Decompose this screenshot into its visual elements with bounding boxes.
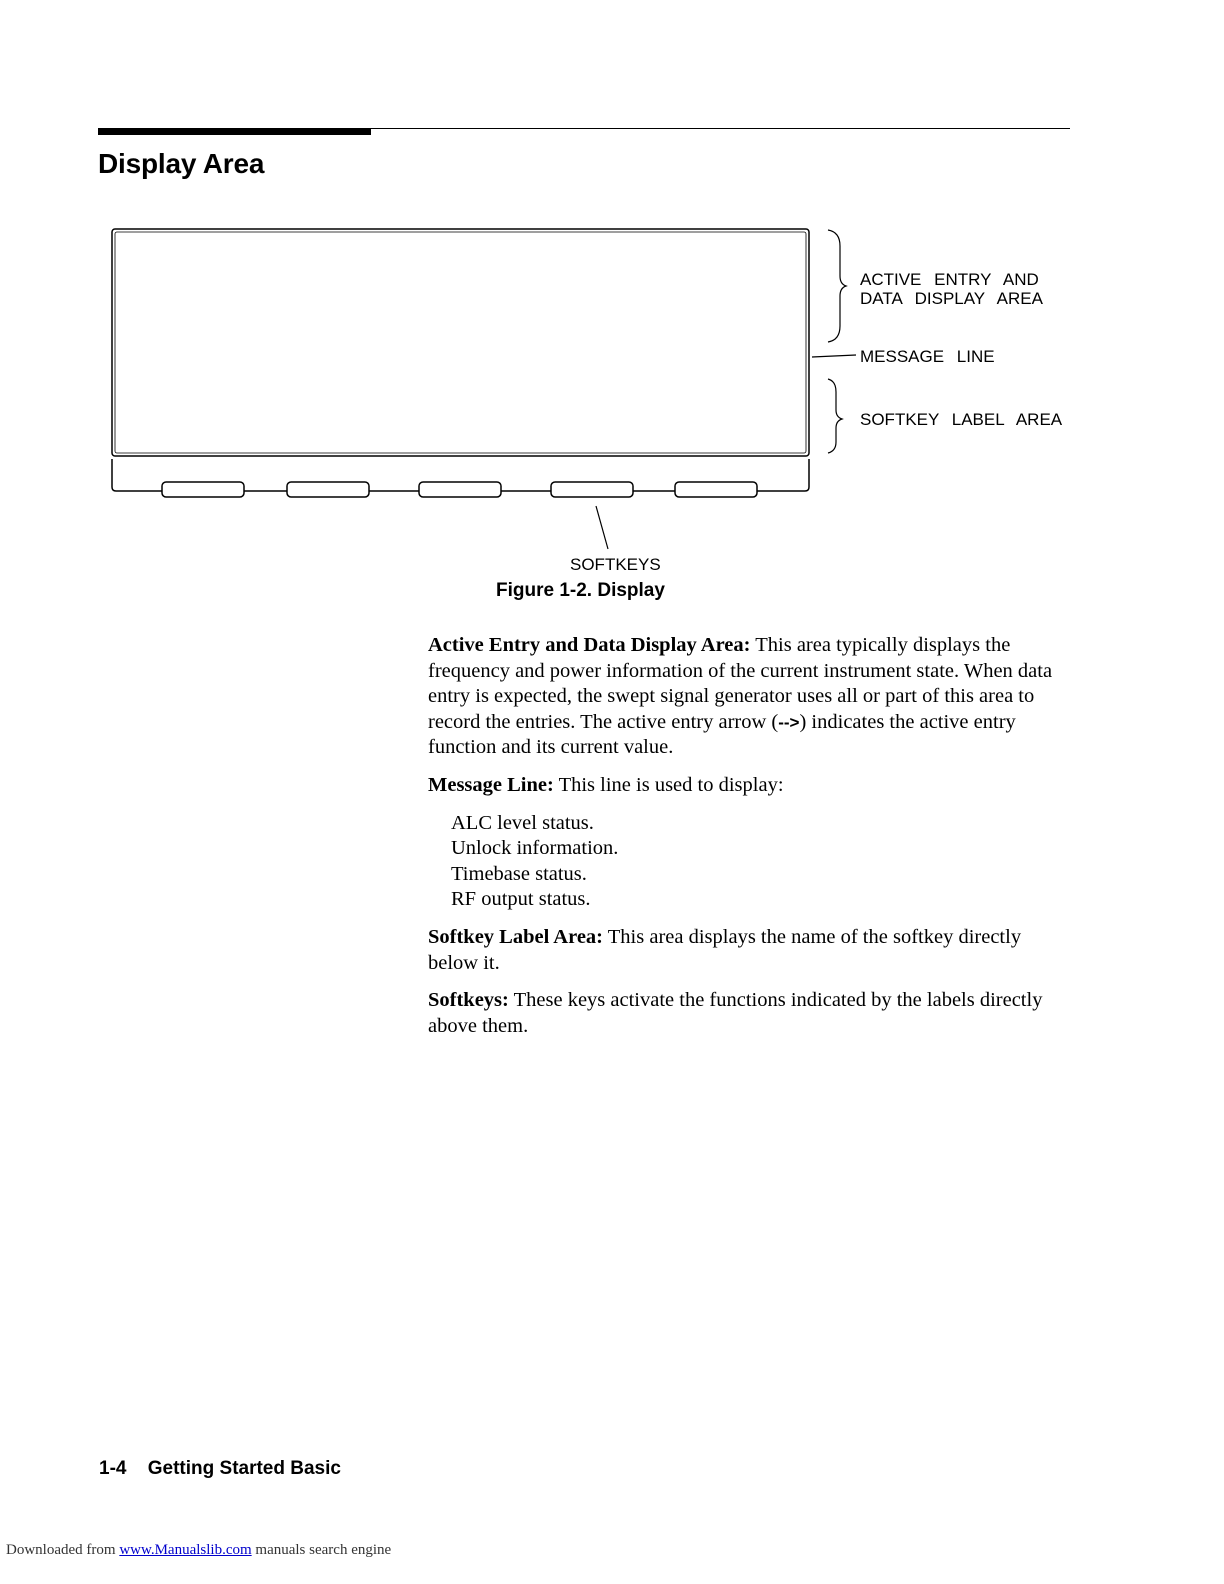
message-line-list [451,811,1068,913]
callout-softkey-label-area: SOFTKEY LABEL AREA [860,410,1063,429]
active-entry-brace [828,230,846,342]
text-message-line: This line is used to display: [558,773,784,796]
text-active-entry-after: ) indicates the active entry function and its current value. [428,710,1016,759]
display-screen-inner [115,232,806,453]
softkey-label-brace [828,379,842,453]
term-softkey-label-area: Softkey Label Area: [428,925,604,948]
callout-message-line: MESSAGE LINE [860,347,995,366]
download-notice [6,1542,391,1559]
paragraph-softkeys [428,988,1068,1039]
text-active-entry: This area typically displays the frequency and power information of the current instrument state. When data entry is expected, the swept signal generator uses all or part of this area to record the entries. The active entry arrow ( [428,634,1053,733]
active-entry-arrow: --> [778,712,800,732]
page-number: 1-4 [99,1458,127,1479]
figure-caption: Figure 1-2. Display [496,580,665,601]
download-suffix: manuals search engine [255,1542,392,1558]
body-text [428,633,1068,1051]
text-softkey-label-area: This area displays the name of the softkey directly below it. [428,925,1022,974]
list-item: Unlock information. [451,837,619,860]
list-item: ALC level status. [451,811,594,834]
paragraph-softkey-label-area [428,925,1068,976]
section-title: Display Area [98,148,265,179]
term-message-line: Message Line: [428,773,554,796]
manualslib-link[interactable]: www.Manualslib.com [119,1542,252,1558]
list-item: RF output status. [451,888,591,911]
download-prefix: Downloaded from [6,1542,116,1558]
text-softkeys: These keys activate the functions indicated by the labels directly above them. [428,989,1043,1037]
display-screen [112,229,809,456]
message-line-leader [812,355,856,357]
term-softkeys: Softkeys: [428,989,509,1012]
paragraph-message-line [428,773,1068,799]
list-item: Timebase status. [451,862,587,885]
chapter-title: Getting Started Basic [147,1458,341,1479]
callout-softkeys: SOFTKEYS [570,555,661,574]
softkey-5[interactable] [675,482,757,497]
softkeys-leader [596,506,608,549]
softkey-2[interactable] [287,482,369,497]
softkey-bar [112,459,809,491]
softkey-3[interactable] [419,482,501,497]
softkey-1[interactable] [162,482,244,497]
term-active-entry: Active Entry and Data Display Area: [428,634,751,656]
callout-active-entry-line2: DATA DISPLAY AREA [860,289,1043,308]
softkey-4[interactable] [551,482,633,497]
paragraph-active-entry [428,633,1068,761]
page-footer [99,1458,341,1480]
callout-active-entry-line1: ACTIVE ENTRY AND [860,270,1039,289]
